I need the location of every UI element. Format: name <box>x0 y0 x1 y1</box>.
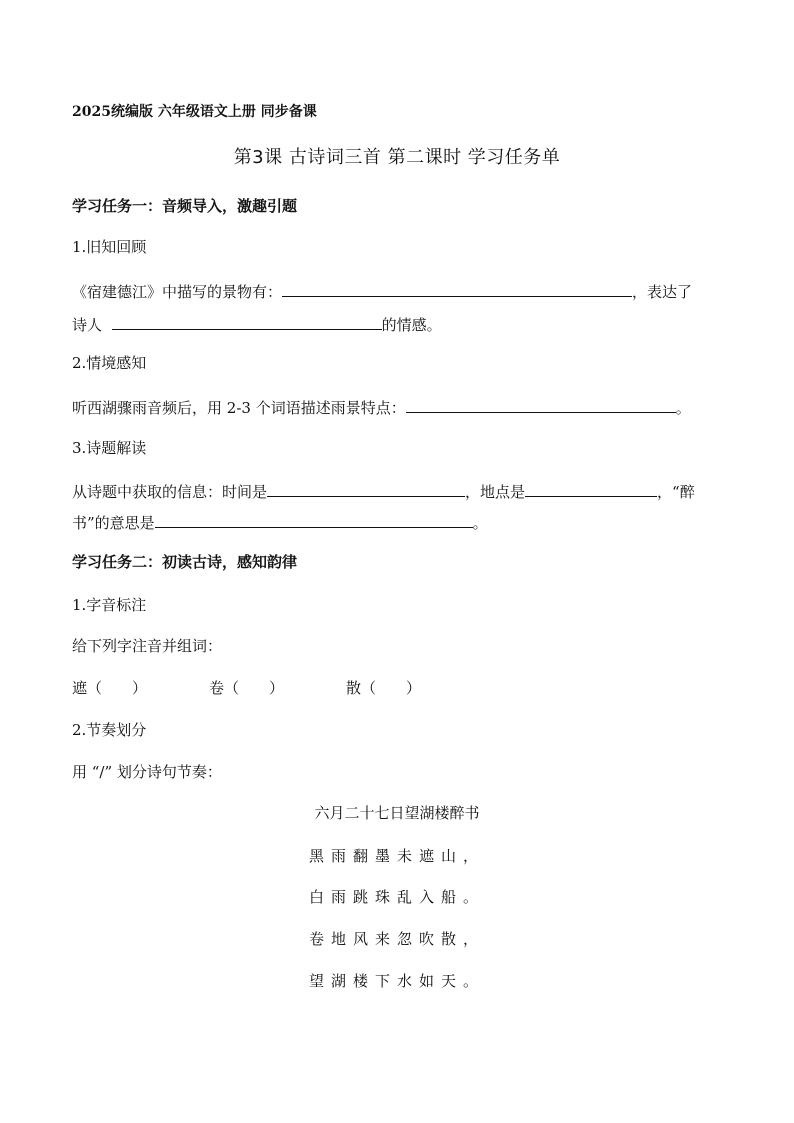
q3-line2 <box>72 511 488 533</box>
q1-text-b: ，表达了 <box>632 283 693 301</box>
worksheet-title: 第3课 古诗词三首 第二课时 学习任务单 <box>233 147 561 168</box>
task1-heading: 学习任务一：音频导入，激趣引题 <box>72 197 298 215</box>
task2-instr1: 给下列字注音并组词： <box>72 637 223 655</box>
q3-text-e: 。 <box>472 514 488 532</box>
q3-text-a: 从诗题中获取的信息：时间是 <box>72 483 268 501</box>
q3-text-b: ，地点是 <box>465 483 526 501</box>
q1-text-a: 《宿建德江》中描写的景物有： <box>72 283 283 301</box>
document-header: 2025统编版 六年级语文上册 同步备课 <box>72 104 317 120</box>
task2-sub1: 1.字音标注 <box>72 596 147 614</box>
q3-line1 <box>72 480 695 502</box>
q1-line2 <box>72 313 442 335</box>
poem-line: 黑雨翻墨未遮山， <box>308 847 485 865</box>
task2-instr2: 用 “/” 划分诗句节奏： <box>72 763 222 781</box>
pinyin-items <box>72 678 483 698</box>
q1-line1 <box>72 280 692 302</box>
task1-sub2: 2.情境感知 <box>72 354 147 372</box>
q1-blank-scenery[interactable] <box>282 280 632 297</box>
q3-blank-place[interactable] <box>525 480 657 497</box>
q2-line <box>72 396 691 418</box>
poem-line: 望湖楼下水如天。 <box>308 972 485 990</box>
q3-blank-meaning[interactable] <box>155 511 473 528</box>
pinyin-item[interactable]: 卷（ ） <box>209 679 285 697</box>
q2-text-a: 听西湖骤雨音频后，用 2-3 个词语描述雨景特点： <box>72 399 406 417</box>
poem-line: 白雨跳珠乱入船。 <box>308 888 485 906</box>
q3-text-c: ，“醉 <box>657 483 695 501</box>
q3-text-d: 书”的意思是 <box>72 514 155 532</box>
q1-text-c: 诗人 <box>72 316 103 334</box>
q1-text-d: 的情感。 <box>381 316 442 334</box>
task1-sub1: 1.旧知回顾 <box>72 238 147 256</box>
task1-sub3: 3.诗题解读 <box>72 439 147 457</box>
pinyin-item[interactable]: 遮（ ） <box>72 679 148 697</box>
poem-title: 六月二十七日望湖楼醉书 <box>314 804 480 822</box>
q2-text-b: 。 <box>675 399 691 417</box>
q2-blank-rain-features[interactable] <box>406 396 676 413</box>
poem-line: 卷地风来忽吹散， <box>308 930 485 948</box>
task2-heading: 学习任务二：初读古诗，感知韵律 <box>72 553 298 571</box>
q3-blank-time[interactable] <box>267 480 465 497</box>
q1-blank-emotion[interactable] <box>112 313 382 330</box>
task2-sub2: 2.节奏划分 <box>72 721 147 739</box>
pinyin-item[interactable]: 散（ ） <box>346 679 422 697</box>
